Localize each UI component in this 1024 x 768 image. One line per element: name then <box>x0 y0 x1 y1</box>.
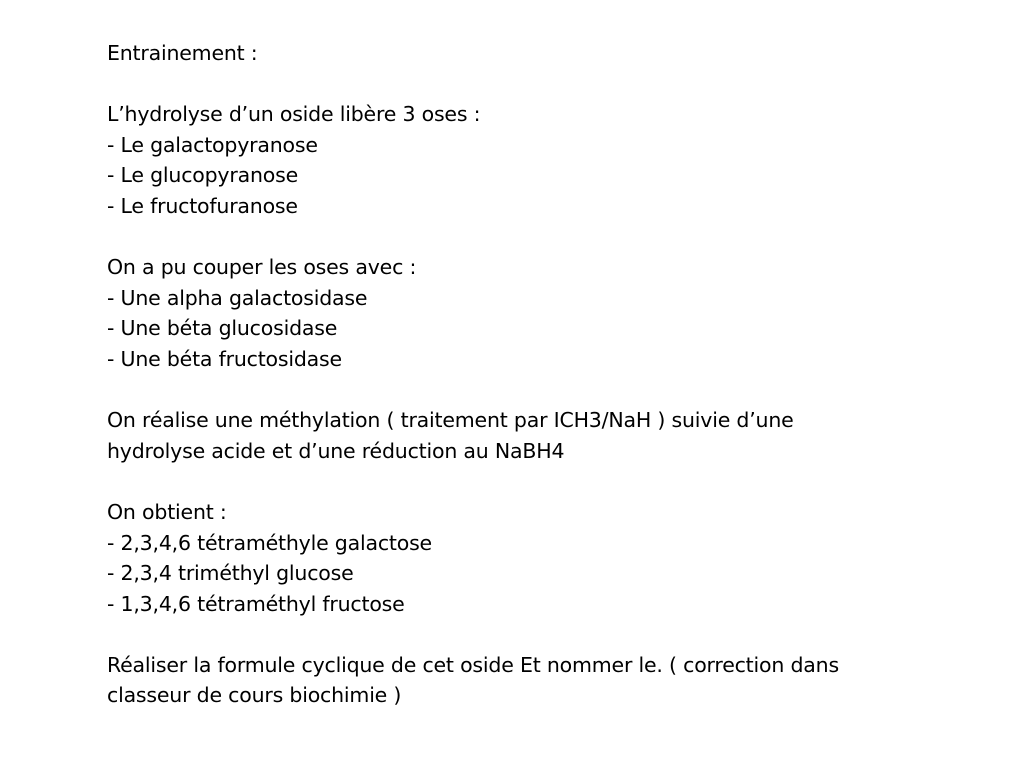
result-item: - 2,3,4,6 tétraméthyle galactose <box>107 530 432 555</box>
spacer <box>107 375 987 406</box>
slide-text-body <box>107 38 987 711</box>
enzyme-item: - Une alpha galactosidase <box>107 285 368 310</box>
spacer <box>107 69 987 100</box>
spacer <box>107 619 987 650</box>
exercise-heading: Entrainement : <box>107 41 258 65</box>
enzymes-intro: On a pu couper les oses avec : <box>107 255 417 280</box>
result-item: - 2,3,4 triméthyl glucose <box>107 561 354 586</box>
spacer <box>107 222 987 253</box>
task-text-line1: Réaliser la formule cyclique de cet oside Et nommer le. ( correction dans <box>107 652 839 677</box>
enzyme-item: - Une béta fructosidase <box>107 346 342 371</box>
results-intro: On obtient : <box>107 499 227 524</box>
methylation-text-line1: On réalise une méthylation ( traitement par ICH3/NaH ) suivie d’une <box>107 408 794 433</box>
ose-item: - Le fructofuranose <box>107 193 298 218</box>
result-item: - 1,3,4,6 tétraméthyl fructose <box>107 591 405 616</box>
ose-item: - Le galactopyranose <box>107 132 318 157</box>
enzyme-item: - Une béta glucosidase <box>107 316 338 341</box>
task-text-line2: classeur de cours biochimie ) <box>107 683 402 708</box>
methylation-text-line2: hydrolyse acide et d’une réduction au NaBH4 <box>107 438 565 463</box>
hydrolysis-intro: L’hydrolyse d’un oside libère 3 oses : <box>107 102 481 127</box>
spacer <box>107 466 987 497</box>
ose-item: - Le glucopyranose <box>107 163 298 188</box>
